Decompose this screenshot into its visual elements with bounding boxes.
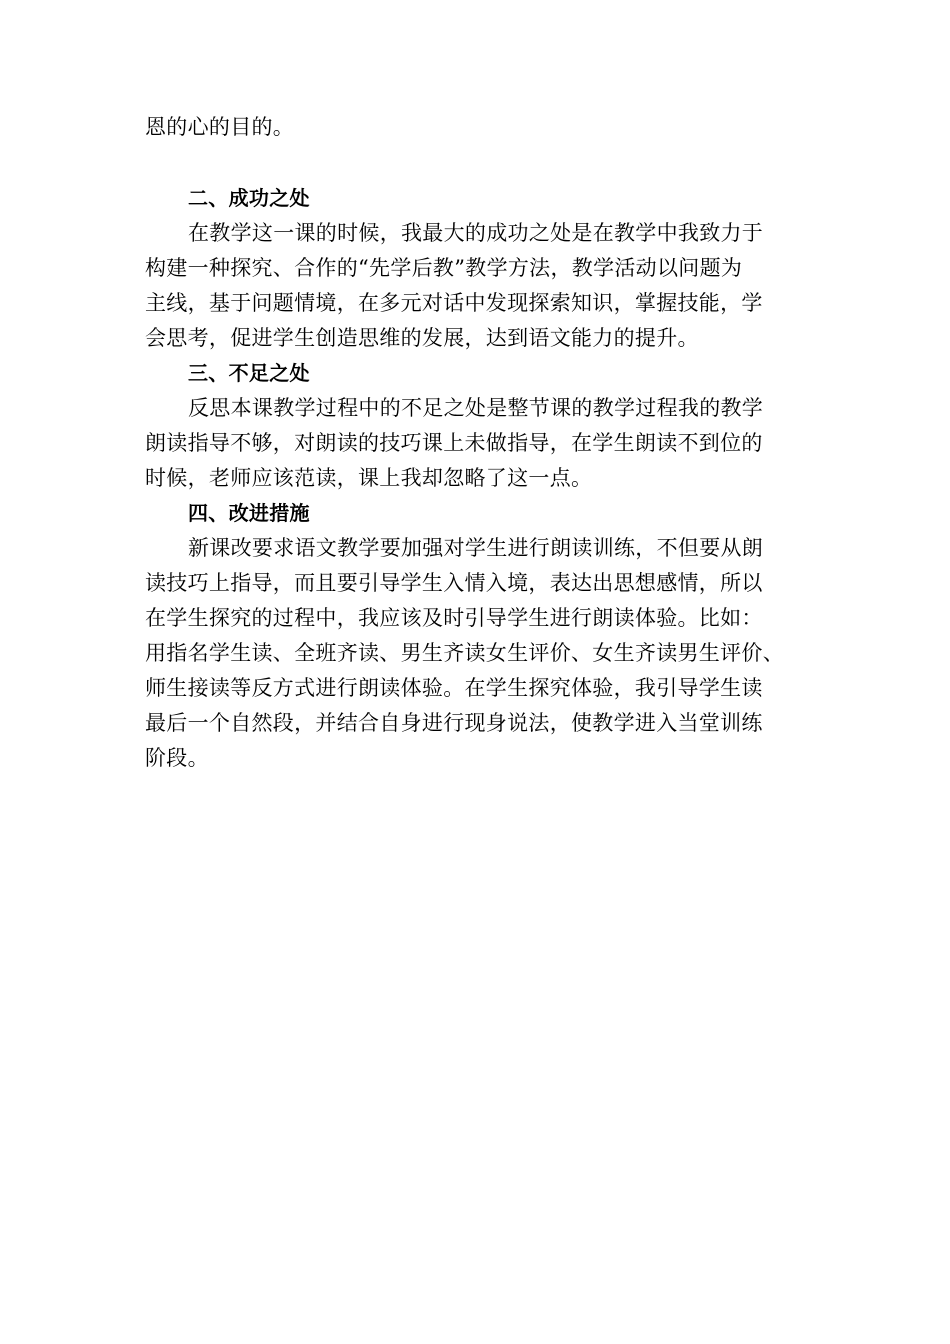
improvements-paragraph-line: 师生接读等反方式进行朗读体验。在学生探究体验，我引导学生读 — [145, 676, 763, 700]
document-page — [145, 110, 825, 776]
section-heading-success: 二、成功之处 — [188, 186, 310, 210]
shortcomings-paragraph-line: 反思本课教学过程中的不足之处是整节课的教学过程我的教学 — [188, 396, 764, 420]
success-paragraph-line: 会思考，促进学生创造思维的发展，达到语文能力的提升。 — [145, 326, 699, 350]
improvements-paragraph-line: 新课改要求语文教学要加强对学生进行朗读训练，不但要从朗 — [188, 536, 764, 560]
improvements-paragraph-line: 用指名学生读、全班齐读、男生齐读女生评价、女生齐读男生评价、 — [145, 641, 784, 665]
shortcomings-paragraph-line: 朗读指导不够，对朗读的技巧课上未做指导，在学生朗读不到位的 — [145, 431, 763, 455]
improvements-paragraph-line: 最后一个自然段，并结合自身进行现身说法，使教学进入当堂训练 — [145, 711, 763, 735]
success-paragraph-line: 构建一种探究、合作的“先学后教”教学方法，教学活动以问题为 — [145, 256, 743, 280]
improvements-paragraph-line: 读技巧上指导，而且要引导学生入情入境，表达出思想感情，所以 — [145, 571, 763, 595]
improvements-paragraph-line: 阶段。 — [145, 746, 209, 770]
success-paragraph-line: 在教学这一课的时候，我最大的成功之处是在教学中我致力于 — [188, 221, 764, 245]
improvements-paragraph-line: 在学生探究的过程中，我应该及时引导学生进行朗读体验。比如： — [145, 606, 763, 630]
section-heading-improvements: 四、改进措施 — [188, 501, 310, 525]
shortcomings-paragraph-line: 时候，老师应该范读，课上我却忽略了这一点。 — [145, 466, 593, 490]
success-paragraph-line: 主线，基于问题情境，在多元对话中发现探索知识，掌握技能，学 — [145, 291, 763, 315]
paragraph-gap — [145, 145, 825, 181]
intro-tail-line: 恩的心的目的。 — [145, 115, 295, 139]
section-heading-shortcomings: 三、不足之处 — [188, 361, 310, 385]
